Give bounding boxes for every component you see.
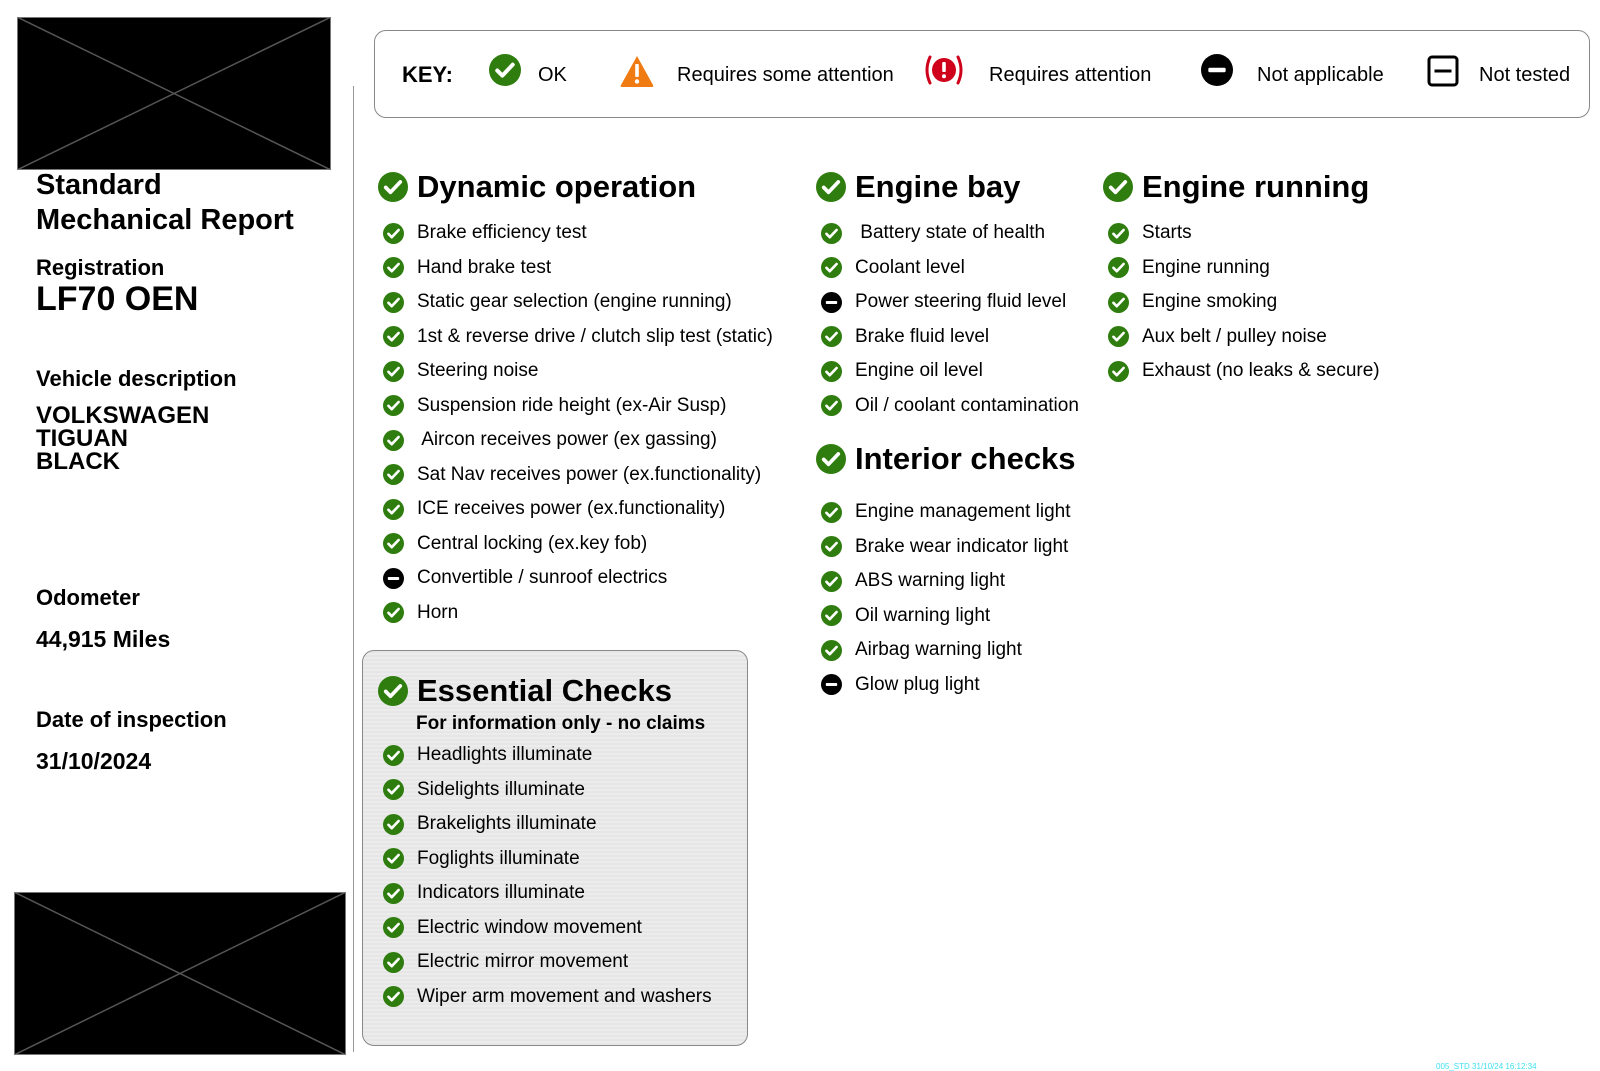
check-circle-icon [383, 464, 404, 485]
check-item-label: Central locking (ex.key fob) [417, 532, 648, 554]
check-circle-icon [816, 444, 846, 474]
check-circle-icon [383, 395, 404, 416]
check-item [383, 911, 712, 946]
minus-square-icon [1427, 55, 1459, 87]
check-circle-icon [821, 640, 842, 661]
check-item-label: Indicators illuminate [417, 882, 585, 904]
check-item-label: Glow plug light [855, 673, 980, 695]
check-item-label: Aircon receives power (ex gassing) [417, 429, 717, 451]
minus-circle-icon [821, 674, 842, 695]
report-footer-code: 005_STD 31/10/24 16:12:34 [1436, 1062, 1537, 1071]
odometer-label: Odometer [36, 585, 140, 610]
check-circle-icon [378, 676, 408, 706]
check-item [383, 807, 712, 842]
check-circle-icon [821, 361, 842, 382]
check-item [821, 668, 1070, 703]
check-item [821, 495, 1070, 530]
key-some-attention: Requires some attention [619, 31, 894, 119]
vehicle-description-label: Vehicle description [36, 366, 237, 391]
check-circle-icon [1108, 257, 1129, 278]
check-item-label: Convertible / sunroof electrics [417, 567, 668, 589]
check-item-label: Suspension ride height (ex-Air Susp) [417, 394, 727, 416]
check-item [821, 251, 1079, 286]
check-item-label: Headlights illuminate [417, 744, 593, 766]
check-item [821, 216, 1079, 251]
section-header-engine-running: Engine running [1103, 169, 1369, 205]
check-circle-icon [383, 986, 404, 1007]
check-item [1108, 285, 1380, 320]
check-circle-icon [1108, 292, 1129, 313]
check-item [383, 320, 773, 355]
check-item [383, 458, 773, 493]
check-item-label: Brake efficiency test [417, 222, 587, 244]
check-item-label: ICE receives power (ex.functionality) [417, 498, 726, 520]
check-circle-icon [383, 533, 404, 554]
check-item-label: Sat Nav receives power (ex.functionality) [417, 463, 762, 485]
check-item [821, 633, 1070, 668]
status-key [374, 30, 1590, 118]
check-item-label: Brake wear indicator light [855, 535, 1069, 557]
check-item [383, 527, 773, 562]
check-item-label: Wiper arm movement and washers [417, 985, 712, 1007]
report-title: Standard Mechanical Report [36, 169, 294, 236]
check-circle-icon [821, 571, 842, 592]
check-circle-icon [821, 536, 842, 557]
inspection-date-value: 31/10/2024 [36, 748, 152, 774]
check-circle-icon [1108, 223, 1129, 244]
check-circle-icon [383, 848, 404, 869]
check-item-label: Sidelights illuminate [417, 778, 585, 800]
bottom-image-placeholder [14, 892, 346, 1055]
check-item-label: Foglights illuminate [417, 847, 580, 869]
inspection-date-label: Date of inspection [36, 707, 227, 732]
check-item-label: Steering noise [417, 360, 539, 382]
section-header-engine-bay: Engine bay [816, 169, 1020, 205]
vehicle-description: VOLKSWAGEN TIGUAN BLACK [36, 402, 210, 475]
check-item-label: 1st & reverse drive / clutch slip test (static) [417, 325, 773, 347]
check-circle-icon [383, 257, 404, 278]
check-item-label: Engine management light [855, 501, 1071, 523]
interior-checks-list [821, 495, 1070, 702]
check-item-label: Electric window movement [417, 916, 642, 938]
check-item-label: Brake fluid level [855, 325, 990, 347]
registration-value: LF70 OEN [36, 280, 199, 318]
check-item [383, 561, 773, 596]
section-header-dynamic: Dynamic operation [378, 169, 696, 205]
check-circle-icon [821, 605, 842, 626]
check-item-label: Starts [1142, 222, 1192, 244]
top-image-placeholder [17, 17, 331, 170]
key-not-applicable: Not applicable [1201, 31, 1384, 119]
check-item [383, 216, 773, 251]
check-circle-icon [383, 292, 404, 313]
check-item [821, 285, 1079, 320]
check-item [383, 596, 773, 631]
dynamic-operation-list [383, 216, 773, 630]
engine-bay-list [821, 216, 1079, 423]
brake-warning-icon [923, 53, 965, 87]
check-item [383, 285, 773, 320]
check-item [383, 423, 773, 458]
check-item [383, 389, 773, 424]
section-header-essential: Essential Checks [378, 673, 672, 709]
section-header-interior: Interior checks [816, 441, 1076, 477]
check-circle-icon [821, 257, 842, 278]
check-circle-icon [1108, 361, 1129, 382]
check-circle-icon [1108, 326, 1129, 347]
check-item-label: ABS warning light [855, 570, 1005, 592]
check-circle-icon [821, 502, 842, 523]
check-item [821, 389, 1079, 424]
minus-circle-icon [383, 568, 404, 589]
check-item [821, 530, 1070, 565]
check-circle-icon [383, 499, 404, 520]
check-item-label: Oil / coolant contamination [855, 394, 1079, 416]
check-circle-icon [383, 779, 404, 800]
check-item [383, 492, 773, 527]
check-item [821, 564, 1070, 599]
check-item [821, 320, 1079, 355]
check-item-label: Power steering fluid level [855, 291, 1067, 313]
minus-circle-icon [821, 292, 842, 313]
check-item [1108, 354, 1380, 389]
check-item-label: Oil warning light [855, 604, 991, 626]
check-circle-icon [821, 326, 842, 347]
check-item-label: Engine running [1142, 256, 1270, 278]
check-circle-icon [383, 745, 404, 766]
check-circle-icon [383, 917, 404, 938]
check-item-label: Brakelights illuminate [417, 813, 597, 835]
check-item [1108, 320, 1380, 355]
check-item-label: Electric mirror movement [417, 951, 629, 973]
key-attention: Requires attention [923, 31, 1151, 119]
check-circle-icon [383, 883, 404, 904]
check-item-label: Hand brake test [417, 256, 552, 278]
essential-checks-subtitle: For information only - no claims [416, 713, 706, 734]
check-item [1108, 216, 1380, 251]
check-item [383, 354, 773, 389]
check-circle-icon [383, 814, 404, 835]
check-item-label: Exhaust (no leaks & secure) [1142, 360, 1380, 382]
check-circle-icon [383, 430, 404, 451]
check-circle-icon [383, 326, 404, 347]
check-item-label: Engine oil level [855, 360, 983, 382]
essential-checks-list [383, 738, 712, 1014]
column-divider [353, 86, 354, 1052]
check-item [383, 251, 773, 286]
check-item-label: Battery state of health [855, 222, 1046, 244]
key-title: KEY: [402, 62, 453, 87]
check-item [821, 354, 1079, 389]
check-circle-icon [383, 602, 404, 623]
check-circle-icon [489, 54, 521, 86]
check-item [383, 773, 712, 808]
check-item-label: Engine smoking [1142, 291, 1278, 313]
check-item [1108, 251, 1380, 286]
check-circle-icon [383, 223, 404, 244]
engine-running-list [1108, 216, 1380, 389]
key-ok: OK [489, 31, 567, 119]
odometer-value: 44,915 Miles [36, 626, 171, 652]
check-circle-icon [1103, 172, 1133, 202]
check-item [383, 945, 712, 980]
check-circle-icon [821, 223, 842, 244]
check-item-label: Aux belt / pulley noise [1142, 325, 1327, 347]
check-circle-icon [816, 172, 846, 202]
check-circle-icon [383, 952, 404, 973]
check-item [821, 599, 1070, 634]
check-item [383, 980, 712, 1015]
check-circle-icon [378, 172, 408, 202]
key-not-tested: Not tested [1427, 31, 1570, 119]
check-item-label: Coolant level [855, 256, 965, 278]
check-circle-icon [821, 395, 842, 416]
check-item-label: Airbag warning light [855, 639, 1022, 661]
minus-circle-icon [1201, 54, 1233, 86]
check-item [383, 738, 712, 773]
check-item-label: Static gear selection (engine running) [417, 291, 732, 313]
check-item-label: Horn [417, 601, 459, 623]
check-item [383, 876, 712, 911]
check-circle-icon [383, 361, 404, 382]
warning-triangle-icon [619, 54, 655, 88]
registration-label: Registration [36, 255, 165, 280]
check-item [383, 842, 712, 877]
